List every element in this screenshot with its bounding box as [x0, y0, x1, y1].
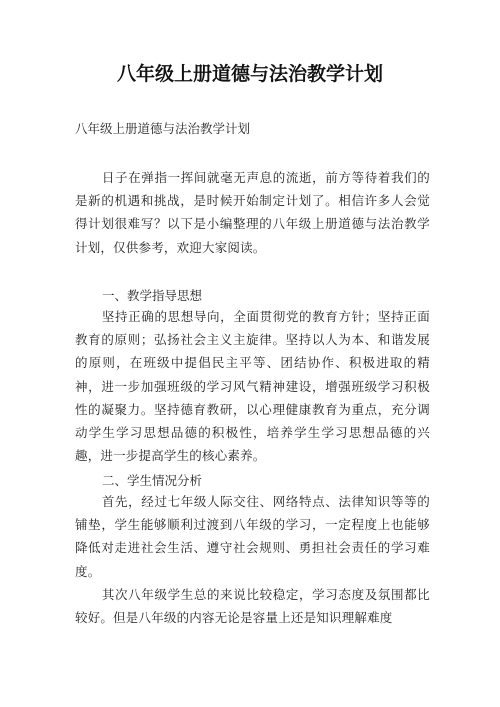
- section-heading-student-analysis: 二、学生情况分析: [102, 473, 203, 488]
- section2-block-1: [75, 490, 430, 583]
- intro-block: [75, 166, 430, 259]
- section-heading-guiding-ideology: 一、教学指导思想: [102, 288, 203, 303]
- section1-block: [75, 305, 430, 467]
- intro-paragraph: 日子在弹指一挥间就毫无声息的流逝，前方等待着我们的是新的机遇和挑战，是时候开始制定计划了。相信许多人会觉得计划很难写？以下是小编整理的八年级上册道德与法治教学计划，仅供参考，欢迎大家阅读。: [75, 170, 430, 255]
- document-title: 八年级上册道德与法治教学计划: [116, 63, 383, 85]
- document-subtitle: 八年级上册道德与法治教学计划: [75, 121, 251, 136]
- section2-paragraph-1: 首先，经过七年级人际交往、网络特点、法律知识等等的铺垫，学生能够顺利过渡到八年级的学习，一定程度上也能够降低对走进社会生活、遵守社会规则、勇担社会责任的学习难度。: [75, 494, 430, 579]
- section1-paragraph: 坚持正确的思想导向，全面贯彻党的教育方针；坚持正面教育的原则；弘扬社会主义主旋律。坚持以人为本、和谐发展的原则，在班级中提倡民主平等、团结协作、积极进取的精神，进一步加强班级的学习风气精神建设，增强班级学习积极性的凝聚力。坚持德育教研，以心理健康教育为重点，充分调动学生学习思想品德的积极性，培养学生学习思想品德的兴趣，进一步提高学生的核心素养。: [75, 309, 430, 464]
- section2-block-2: [75, 583, 430, 629]
- section2-paragraph-2: 其次八年级学生总的来说比较稳定，学习态度及氛围都比较好。但是八年级的内容无论是容量上还是知识理解难度: [75, 587, 430, 626]
